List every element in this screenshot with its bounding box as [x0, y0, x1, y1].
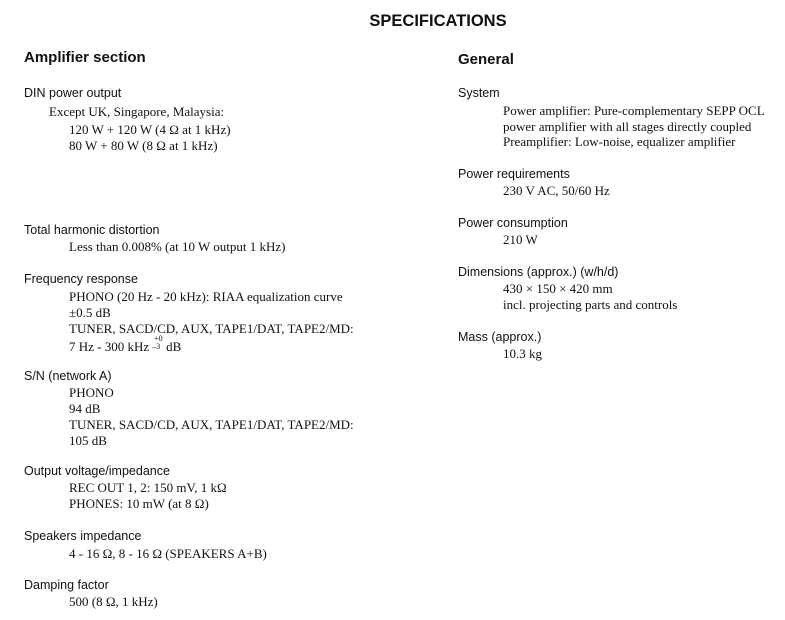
- system-line-1: Power amplifier: Pure-complementary SEPP OCL: [503, 103, 765, 118]
- sn-phono: PHONO: [69, 385, 114, 400]
- din-power-region: Except UK, Singapore, Malaysia:: [49, 104, 225, 119]
- system-line-3: Preamplifier: Low-noise, equalizer amplifier: [503, 134, 736, 149]
- thd-label: Total harmonic distortion: [24, 223, 160, 237]
- power-requirements-value: 230 V AC, 50/60 Hz: [503, 183, 610, 198]
- output-rec-out: REC OUT 1, 2: 150 mV, 1 kΩ: [69, 480, 227, 495]
- general-section-heading: General: [458, 51, 514, 68]
- sn-phono-value: 94 dB: [69, 401, 101, 416]
- sn-tuner-sources: TUNER, SACD/CD, AUX, TAPE1/DAT, TAPE2/MD:: [69, 417, 354, 432]
- din-power-line-1: 120 W + 120 W (4 Ω at 1 kHz): [69, 122, 231, 137]
- din-power-line-2: 80 W + 80 W (8 Ω at 1 kHz): [69, 138, 218, 153]
- output-phones: PHONES: 10 mW (at 8 Ω): [69, 496, 209, 511]
- dimensions-label: Dimensions (approx.) (w/h/d): [458, 265, 619, 279]
- power-requirements-label: Power requirements: [458, 167, 570, 181]
- sn-tuner-value: 105 dB: [69, 433, 107, 448]
- power-consumption-label: Power consumption: [458, 216, 568, 230]
- dimensions-note: incl. projecting parts and controls: [503, 297, 678, 312]
- freq-response-tuner-range: 7 Hz - 300 kHz: [69, 339, 150, 354]
- speakers-impedance-label: Speakers impedance: [24, 529, 142, 543]
- page-title: SPECIFICATIONS: [369, 12, 507, 30]
- freq-response-phono: PHONO (20 Hz - 20 kHz): RIAA equalization curve: [69, 289, 343, 304]
- freq-response-tuner-sources: TUNER, SACD/CD, AUX, TAPE1/DAT, TAPE2/MD:: [69, 321, 354, 336]
- power-consumption-value: 210 W: [503, 232, 538, 247]
- sn-label: S/N (network A): [24, 369, 112, 383]
- tolerance-minus: –3: [152, 342, 161, 351]
- speakers-impedance-value: 4 - 16 Ω, 8 - 16 Ω (SPEAKERS A+B): [69, 546, 267, 561]
- freq-response-tuner-value: [69, 334, 182, 355]
- freq-response-label: Frequency response: [24, 272, 138, 286]
- output-label: Output voltage/impedance: [24, 464, 170, 478]
- dimensions-value: 430 × 150 × 420 mm: [503, 281, 613, 296]
- tolerance-unit: dB: [166, 339, 182, 354]
- mass-value: 10.3 kg: [503, 346, 542, 361]
- damping-factor-value: 500 (8 Ω, 1 kHz): [69, 594, 158, 609]
- mass-label: Mass (approx.): [458, 330, 542, 344]
- system-line-2: power amplifier with all stages directly coupled: [503, 119, 752, 134]
- thd-value: Less than 0.008% (at 10 W output 1 kHz): [69, 239, 286, 254]
- tolerance-plus: +0: [154, 334, 163, 343]
- amplifier-section-heading: Amplifier section: [24, 49, 146, 66]
- tolerance-stack: [152, 334, 165, 351]
- freq-response-phono-tolerance: ±0.5 dB: [69, 305, 111, 320]
- damping-factor-label: Damping factor: [24, 578, 109, 592]
- din-power-label: DIN power output: [24, 86, 122, 100]
- system-label: System: [458, 86, 500, 100]
